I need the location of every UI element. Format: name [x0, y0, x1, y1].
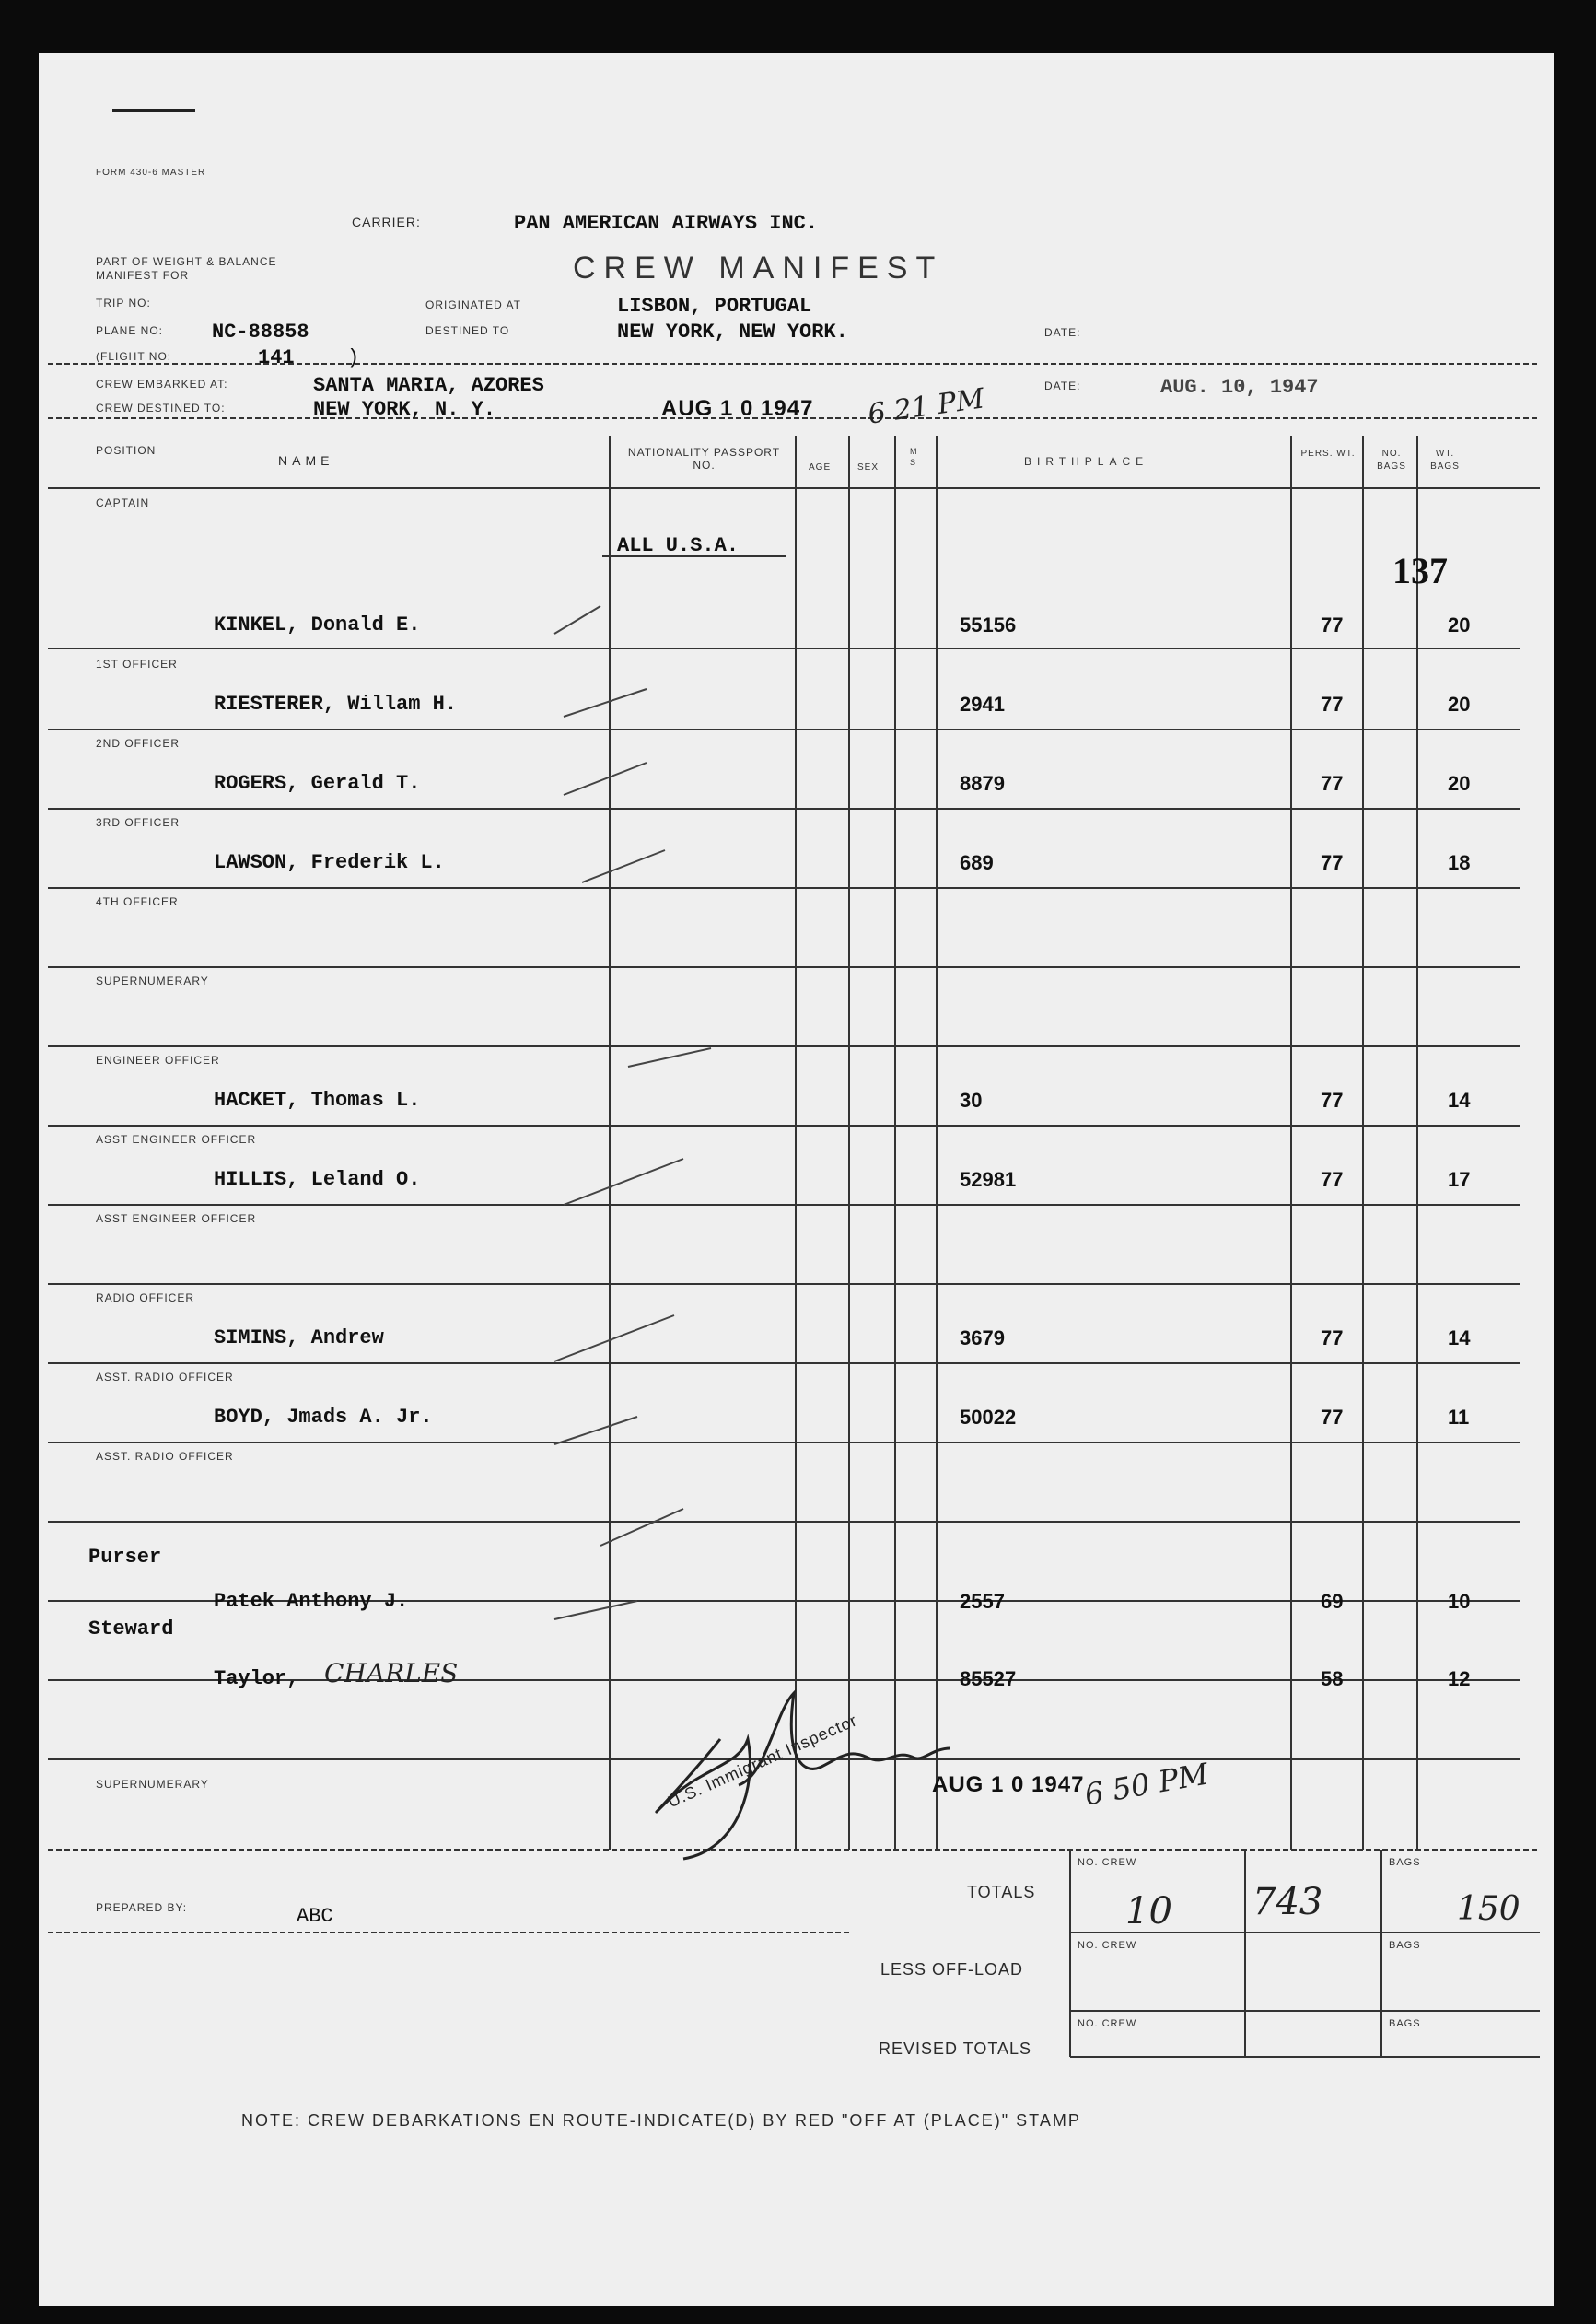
- position-supernumerary: SUPERNUMERARY: [96, 1778, 209, 1791]
- crew-bag-wt: 18: [1448, 851, 1471, 874]
- crew-id: 2557: [960, 1590, 1005, 1613]
- crew-destined-label: CREW DESTINED TO:: [96, 402, 226, 415]
- form-number: FORM 430-6 MASTER: [96, 168, 206, 178]
- crew-id: 3679: [960, 1326, 1005, 1349]
- position-engineer-officer: ENGINEER OFFICER: [96, 1054, 220, 1067]
- crew-bag-wt: 20: [1448, 772, 1471, 795]
- crew-id: 52981: [960, 1168, 1017, 1191]
- crew-weight: 58: [1321, 1667, 1344, 1690]
- plane-no-label: PLANE NO:: [96, 324, 164, 337]
- col-no-bags: NO. BAGS: [1377, 449, 1406, 472]
- manifest-page: FORM 430-6 MASTER CARRIER: PAN AMERICAN AIRWAYS INC. PART OF WEIGHT & BALANCE MANIFEST FOR CREW MANIFEST TRIP NO: PLANE NO: NC-88858 (FLIGHT NO: 141 ) ORIGINATED AT LISBON, PORTUGAL DESTINED TO NEW YORK, NEW YORK. DATE: CREW EMBARKED AT: SANTA MARIA, AZORES CREW DESTINED TO: NEW YORK, N. Y. AUG 1 0 1947 6 21 PM DATE: AUG. 10, 1947 POSITION NAME NATIONALITY PASSPORT NO. AGE SEX M S BIRTHPLACE PERS. WT. NO. BAGS WT. BAGS ALL U.S.A. 137 CAPTAIN KINKEL, Donald E. 55156 77 20 1ST OFFICER RIESTERER, Willam H. 2941 77 20 2ND OFFICER ROGERS, Gerald T. 8879 77 20 3RD OFFICER LAWSON, Frederik L. 689 77 18 4TH OFFICER SUPERNUMERARY ENGINEER OFFICER HACKET, Thomas L. 30 77 14 ASST ENGINEER OFFICER HILLIS, Leland O. 52981 77 17 ASST ENGINEER OFFICER RADIO OFFICER SIMINS, Andrew 3679 77 14 ASST. RADIO OFFICER BOYD, Jmads A. Jr. 50022 77 11 ASST. RADIO OFFICER Purser Patek Anthony J. 2557 69 10 Steward Taylor, CHARLES 85527 58 12 SUPERNUMERARY U.S. Immigrant Inspector AUG 1 0 1947 6 50 PM PREPARED BY: ABC TOTALS LESS OFF-LOAD REVISED TOTALS NO. CREW BAGS NO. CREW BAGS NO. CREW BAGS 10 743 150 NOTE: CREW DEBARKATIONS EN ROUTE-INDICATE(D) BY RED "OFF AT (PLACE)" STAMP: [39, 53, 1554, 2306]
- form-title: CREW MANIFEST: [573, 251, 944, 286]
- carrier-value: PAN AMERICAN AIRWAYS INC.: [514, 212, 819, 235]
- totals-bags-label: BAGS: [1389, 1857, 1421, 1868]
- flight-no-label: (FLIGHT NO:: [96, 350, 172, 363]
- col-ms: M S: [910, 447, 918, 467]
- position-asst-radio: ASST. RADIO OFFICER: [96, 1450, 234, 1463]
- part-of-label: PART OF WEIGHT & BALANCE MANIFEST FOR: [96, 255, 277, 282]
- col-sex: SEX: [857, 462, 880, 473]
- crew-name: HACKET, Thomas L.: [214, 1089, 421, 1112]
- crew-weight: 77: [1321, 693, 1344, 716]
- originated-at-value: LISBON, PORTUGAL: [617, 295, 812, 318]
- page-number: 137: [1392, 550, 1448, 591]
- destined-to-label: DESTINED TO: [425, 324, 510, 337]
- position-4th-officer: 4TH OFFICER: [96, 895, 179, 908]
- crew-bag-wt: 20: [1448, 693, 1471, 716]
- date-label: DATE:: [1044, 380, 1081, 392]
- carrier-label: CARRIER:: [352, 215, 421, 229]
- destined-to-value: NEW YORK, NEW YORK.: [617, 321, 848, 344]
- crew-weight: 77: [1321, 772, 1344, 795]
- crew-id: 689: [960, 851, 994, 874]
- crew-weight: 77: [1321, 1089, 1344, 1112]
- col-pers-wt: PERS. WT.: [1300, 449, 1356, 459]
- revised-totals-label: REVISED TOTALS: [879, 2039, 1032, 2058]
- offload-no-crew-label: NO. CREW: [1078, 1940, 1137, 1951]
- revised-no-crew-label: NO. CREW: [1078, 2018, 1137, 2029]
- crew-destined-value: NEW YORK, N. Y.: [313, 398, 496, 421]
- crew-weight: 77: [1321, 1168, 1344, 1191]
- arrival-stamp: AUG 1 0 1947: [661, 396, 814, 421]
- crew-name: HILLIS, Leland O.: [214, 1168, 421, 1191]
- crew-bag-wt: 14: [1448, 1326, 1471, 1349]
- inspection-stamp-date: AUG 1 0 1947: [932, 1772, 1085, 1797]
- crew-name: ROGERS, Gerald T.: [214, 772, 421, 795]
- totals-label: TOTALS: [967, 1883, 1036, 1901]
- crew-bag-wt: 14: [1448, 1089, 1471, 1112]
- plane-no-value: NC-88858: [212, 321, 309, 344]
- position-3rd-officer: 3RD OFFICER: [96, 816, 181, 829]
- prepared-by-value: ABC: [297, 1905, 333, 1928]
- crew-name: RIESTERER, Willam H.: [214, 693, 458, 716]
- col-nationality: NATIONALITY PASSPORT NO.: [627, 446, 781, 472]
- position-asst-radio: ASST. RADIO OFFICER: [96, 1371, 234, 1384]
- revised-bags-label: BAGS: [1389, 2018, 1421, 2029]
- prepared-by-label: PREPARED BY:: [96, 1901, 188, 1914]
- position-2nd-officer: 2ND OFFICER: [96, 737, 181, 750]
- crew-id: 8879: [960, 772, 1005, 795]
- position-purser: Purser: [88, 1546, 162, 1569]
- crew-name: BOYD, Jmads A. Jr.: [214, 1406, 433, 1429]
- crew-id: 85527: [960, 1667, 1017, 1690]
- totals-crew-handwritten: 10: [1125, 1890, 1172, 1933]
- crew-bag-wt: 20: [1448, 613, 1471, 636]
- crew-id: 55156: [960, 613, 1017, 636]
- position-1st-officer: 1ST OFFICER: [96, 658, 178, 671]
- crew-weight: 77: [1321, 1326, 1344, 1349]
- originated-at-label: ORIGINATED AT: [425, 298, 521, 311]
- position-supernumerary: SUPERNUMERARY: [96, 975, 209, 987]
- offload-bags-label: BAGS: [1389, 1940, 1421, 1951]
- crew-bag-wt: 11: [1448, 1406, 1470, 1429]
- crew-id: 30: [960, 1089, 983, 1112]
- position-radio-officer: RADIO OFFICER: [96, 1291, 195, 1304]
- crew-bag-wt: 12: [1448, 1667, 1471, 1690]
- position-steward: Steward: [88, 1617, 174, 1641]
- crew-name: SIMINS, Andrew: [214, 1326, 384, 1349]
- crew-id: 2941: [960, 693, 1005, 716]
- inspection-time-handwritten: 6 50 PM: [1081, 1756, 1211, 1813]
- crew-name: Patek Anthony J.: [214, 1590, 409, 1613]
- col-wt-bags: WT. BAGS: [1430, 449, 1460, 472]
- trip-no-label: TRIP NO:: [96, 297, 151, 309]
- totals-no-crew-label: NO. CREW: [1078, 1857, 1137, 1868]
- arrival-time-handwritten: 6 21 PM: [866, 382, 987, 431]
- totals-weight-handwritten: 743: [1252, 1881, 1323, 1923]
- inspector-stamp: U.S. Immigrant Inspector: [665, 1711, 860, 1812]
- position-captain: CAPTAIN: [96, 496, 150, 509]
- totals-bags-handwritten: 150: [1457, 1890, 1520, 1928]
- crew-weight: 77: [1321, 1406, 1344, 1429]
- flight-no-value: 141: [258, 346, 295, 369]
- inspector-signature: [657, 1693, 950, 1859]
- crew-bag-wt: 10: [1448, 1590, 1471, 1613]
- position-asst-engineer: ASST ENGINEER OFFICER: [96, 1133, 257, 1146]
- crew-name: KINKEL, Donald E.: [214, 613, 421, 636]
- crew-id: 50022: [960, 1406, 1017, 1429]
- crew-name: Taylor,: [214, 1667, 299, 1690]
- col-name: NAME: [278, 453, 334, 468]
- crew-weight: 77: [1321, 851, 1344, 874]
- crew-embarked-label: CREW EMBARKED AT:: [96, 378, 228, 391]
- date-label-top: DATE:: [1044, 326, 1081, 339]
- crew-bag-wt: 17: [1448, 1168, 1471, 1191]
- crew-weight: 69: [1321, 1590, 1344, 1613]
- crew-weight: 77: [1321, 613, 1344, 636]
- crew-embarked-value: SANTA MARIA, AZORES: [313, 374, 544, 397]
- crew-name-handwritten: CHARLES: [324, 1658, 459, 1688]
- footer-note: NOTE: CREW DEBARKATIONS EN ROUTE-INDICATE(D) BY RED "OFF AT (PLACE)" STAMP: [241, 2111, 1081, 2130]
- nationality-all: ALL U.S.A.: [617, 534, 740, 557]
- less-offload-label: LESS OFF-LOAD: [880, 1960, 1024, 1979]
- date-value: AUG. 10, 1947: [1160, 376, 1319, 399]
- crew-name: LAWSON, Frederik L.: [214, 851, 445, 874]
- position-asst-engineer: ASST ENGINEER OFFICER: [96, 1212, 257, 1225]
- col-age: AGE: [809, 462, 832, 473]
- col-birthplace: BIRTHPLACE: [1024, 455, 1149, 468]
- col-position: POSITION: [96, 444, 157, 457]
